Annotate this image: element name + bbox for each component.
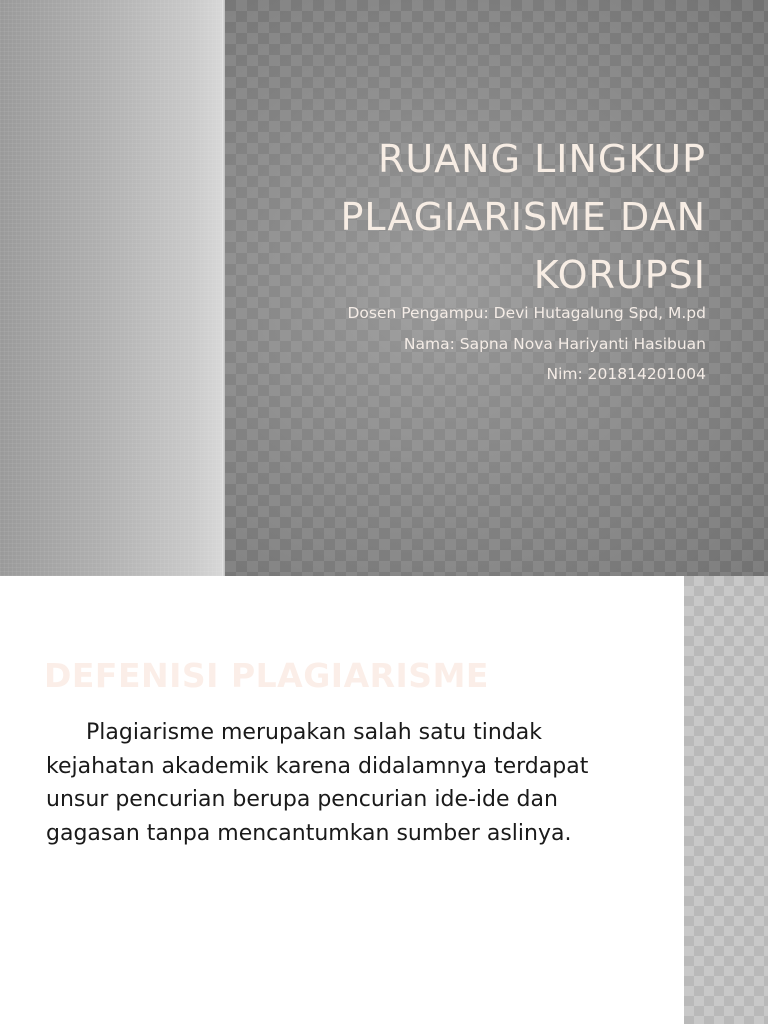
student-name-line: Nama: Sapna Nova Hariyanti Hasibuan [403,334,706,353]
definition-paragraph: Plagiarisme merupakan salah satu tindak kejahatan akademik karena didalamnya terdapat unsur pencurian berupa pencurian ide-ide dan gagasan tanpa mencantumkan sumber aslinya. [46,720,589,846]
left-gradient-panel [0,0,224,576]
section-heading: DEFENISI PLAGIARISME [44,656,489,695]
slide-subtitle [246,298,706,390]
lecturer-line: Dosen Pengampu: Devi Hutagalung Spd, M.pd [347,304,706,322]
slide-title [266,130,706,304]
slide-title-line-1: RUANG LINGKUP [377,137,706,181]
right-pattern-strip [684,576,768,1024]
slide-title-line-2: PLAGIARISME DAN [340,195,706,239]
definition-slide [0,576,768,1024]
slide-title-line-3: KORUPSI [533,253,706,297]
student-id-line: Nim: 201814201004 [546,365,706,383]
